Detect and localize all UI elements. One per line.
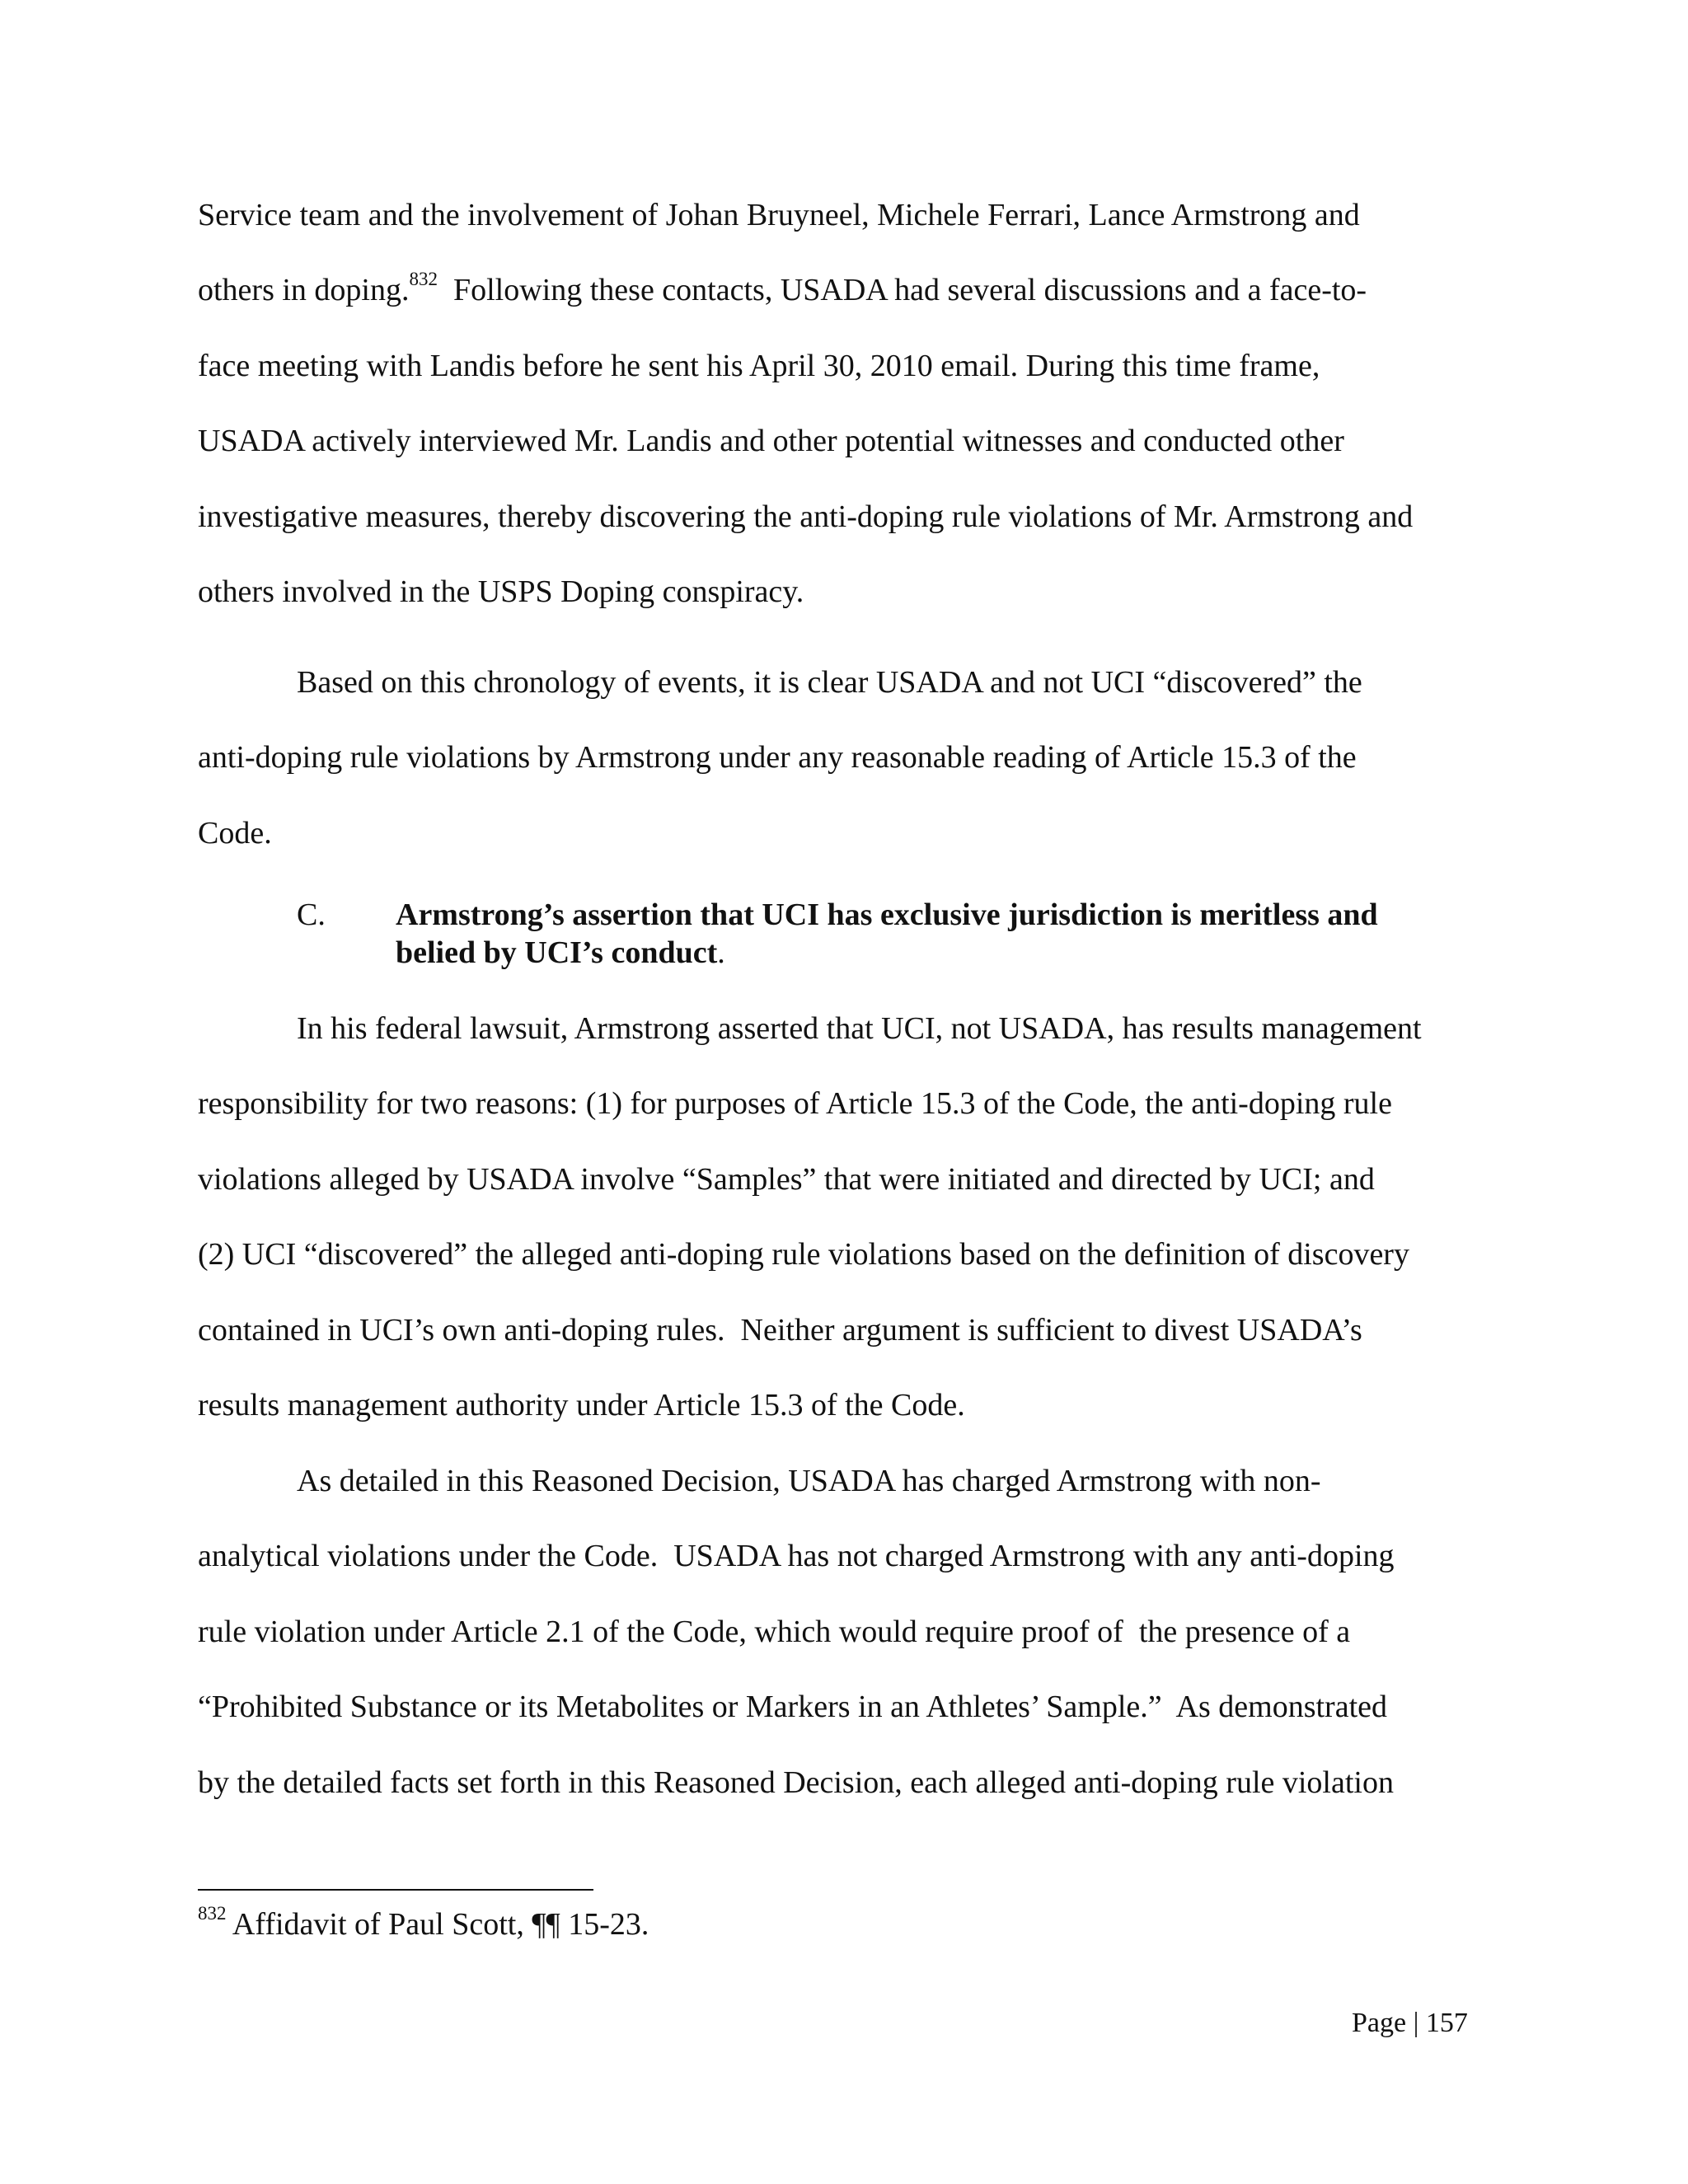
paragraph-2-line-3: Code. <box>198 816 272 851</box>
paragraph-3-line-3: violations alleged by USADA involve “Samples” that were initiated and directed by UCI; and <box>198 1162 1375 1197</box>
paragraph-4-line-2: analytical violations under the Code. USADA has not charged Armstrong with any anti-doping <box>198 1539 1395 1573</box>
paragraph-1-line-2-pre: others in doping. <box>198 273 410 307</box>
paragraph-1-line-2-post: Following these contacts, USADA had several discussions and a face-to- <box>437 273 1367 307</box>
paragraph-3-line-6: results management authority under Article 15.3 of the Code. <box>198 1388 965 1422</box>
paragraph-1-line-2 <box>198 271 1367 309</box>
paragraph-2-line-1: Based on this chronology of events, it is clear USADA and not UCI “discovered” the <box>297 665 1362 700</box>
footnote <box>198 1905 649 1943</box>
paragraph-1-line-1: Service team and the involvement of Johan Bruyneel, Michele Ferrari, Lance Armstrong and <box>198 198 1360 232</box>
footnote-number: 832 <box>198 1903 227 1924</box>
paragraph-3-line-1: In his federal lawsuit, Armstrong asserted that UCI, not USADA, has results management <box>297 1011 1422 1046</box>
paragraph-3-line-5: contained in UCI’s own anti-doping rules. Neither argument is sufficient to divest USADA’s <box>198 1313 1362 1347</box>
footnote-reference[interactable]: 832 <box>409 269 438 290</box>
section-heading-line-2-end: . <box>717 935 725 970</box>
paragraph-4-line-5: by the detailed facts set forth in this Reasoned Decision, each alleged anti-doping rule violation <box>198 1765 1394 1800</box>
paragraph-4-line-3: rule violation under Article 2.1 of the Code, which would require proof of the presence of a <box>198 1615 1351 1649</box>
paragraph-4-line-1: As detailed in this Reasoned Decision, USADA has charged Armstrong with non- <box>297 1464 1321 1498</box>
paragraph-1-line-5: investigative measures, thereby discovering the anti-doping rule violations of Mr. Armstrong and <box>198 499 1414 534</box>
section-heading-line-2 <box>396 934 725 972</box>
section-heading-letter: C. <box>297 898 326 932</box>
paragraph-1-line-4: USADA actively interviewed Mr. Landis and other potential witnesses and conducted other <box>198 424 1344 458</box>
paragraph-1-line-6: others involved in the USPS Doping conspiracy. <box>198 574 804 609</box>
paragraph-4-line-4: “Prohibited Substance or its Metabolites or Markers in an Athletes’ Sample.” As demonstrated <box>198 1690 1387 1724</box>
paragraph-3-line-4: (2) UCI “discovered” the alleged anti-doping rule violations based on the definition of discovery <box>198 1237 1409 1272</box>
paragraph-1-line-3: face meeting with Landis before he sent his April 30, 2010 email. During this time frame, <box>198 349 1320 383</box>
paragraph-3-line-2: responsibility for two reasons: (1) for purposes of Article 15.3 of the Code, the anti-doping rule <box>198 1086 1392 1121</box>
section-heading-line-1: Armstrong’s assertion that UCI has exclusive jurisdiction is meritless and <box>396 898 1378 932</box>
paragraph-2-line-2: anti-doping rule violations by Armstrong under any reasonable reading of Article 15.3 of the <box>198 740 1357 775</box>
footnote-separator <box>198 1889 593 1891</box>
section-heading-line-2-text: belied by UCI’s conduct <box>396 935 718 970</box>
footnote-text: Affidavit of Paul Scott, ¶¶ 15-23. <box>226 1907 649 1942</box>
page-number: Page | 157 <box>1352 2008 1468 2038</box>
